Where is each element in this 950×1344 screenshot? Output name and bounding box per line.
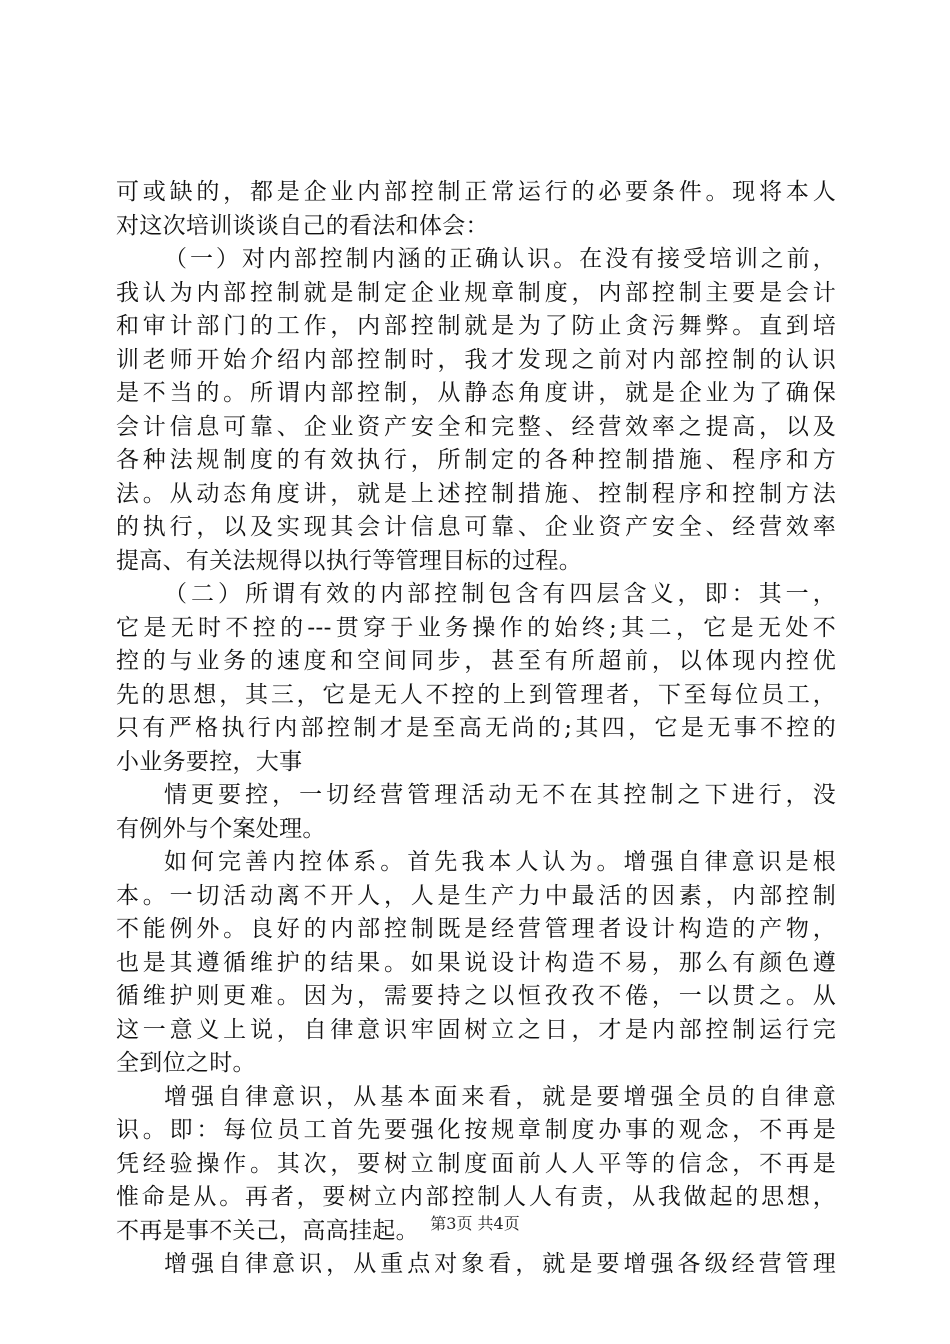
text-line: 我认为内部控制就是制定企业规章制度，内部控制主要是会计 xyxy=(116,279,836,306)
text-line: 全到位之时。 xyxy=(116,1050,256,1076)
text-line: 识。即：每位员工首先要强化按规章制度办事的观念，不再是 xyxy=(116,1117,836,1143)
text-line: 法。从动态角度讲，就是上述控制措施、控制程序和控制方法 xyxy=(116,480,836,507)
text-line: 和审计部门的工作，内部控制就是为了防止贪污舞弊。直到培 xyxy=(116,313,836,339)
text-line: 也是其遵循维护的结果。如果说设计构造不易，那么有颜色遵 xyxy=(116,949,836,976)
text-line: 它是无时不控的---贯穿于业务操作的始终;其二，它是无处不 xyxy=(116,614,836,641)
document-body xyxy=(116,176,836,1282)
page-footer: 第3页 共4页 xyxy=(430,1214,520,1233)
text-line: 先的思想，其三，它是无人不控的上到管理者，下至每位员工， xyxy=(116,681,836,708)
text-line: 提高、有关法规得以执行等管理目标的过程。 xyxy=(116,547,582,574)
text-line: 可或缺的，都是企业内部控制正常运行的必要条件。现将本人 xyxy=(116,179,836,205)
text-line: 控的与业务的速度和空间同步，甚至有所超前，以体现内控优 xyxy=(116,648,836,674)
text-line: 循维护则更难。因为，需要持之以恒孜孜不倦，一以贯之。从 xyxy=(116,983,836,1009)
text-line: 凭经验操作。其次，要树立制度面前人人平等的信念，不再是 xyxy=(116,1150,836,1177)
text-line: 只有严格执行内部控制才是至高无尚的;其四，它是无事不控的 xyxy=(116,715,836,741)
text-line: 不再是事不关己，高高挂起。 xyxy=(116,1217,419,1244)
text-line: 会计信息可靠、企业资产安全和完整、经营效率之提高，以及 xyxy=(116,413,836,440)
text-line: 是不当的。所谓内部控制，从静态角度讲，就是企业为了确保 xyxy=(116,380,836,406)
text-line: 本。一切活动离不开人，人是生产力中最活的因素，内部控制 xyxy=(116,882,836,909)
text-line: 这一意义上说，自律意识牢固树立之日，才是内部控制运行完 xyxy=(116,1016,836,1043)
text-line: 小业务要控，大事 xyxy=(116,748,303,775)
text-line: 惟命是从。再者，要树立内部控制人人有责，从我做起的思想， xyxy=(116,1184,836,1210)
text-line: （二）所谓有效的内部控制包含有四层含义，即：其一， xyxy=(164,581,836,607)
text-line: 有例外与个案处理。 xyxy=(116,815,326,842)
text-line: 情更要控，一切经营管理活动无不在其控制之下进行，没 xyxy=(164,782,836,808)
text-line: 不能例外。良好的内部控制既是经营管理者设计构造的产物， xyxy=(116,916,836,942)
text-line: 如何完善内控体系。首先我本人认为。增强自律意识是根 xyxy=(164,849,836,875)
text-line: （一）对内部控制内涵的正确认识。在没有接受培训之前， xyxy=(164,246,836,272)
text-line: 各种法规制度的有效执行，所制定的各种控制措施、程序和方 xyxy=(116,447,836,473)
text-line: 增强自律意识，从重点对象看，就是要增强各级经营管理 xyxy=(164,1251,836,1277)
text-line: 训老师开始介绍内部控制时，我才发现之前对内部控制的认识 xyxy=(116,346,836,373)
text-line: 增强自律意识，从基本面来看，就是要增强全员的自律意 xyxy=(164,1083,836,1110)
text-line: 对这次培训谈谈自己的看法和体会： xyxy=(116,212,489,239)
text-line: 的执行，以及实现其会计信息可靠、企业资产安全、经营效率 xyxy=(116,514,836,540)
